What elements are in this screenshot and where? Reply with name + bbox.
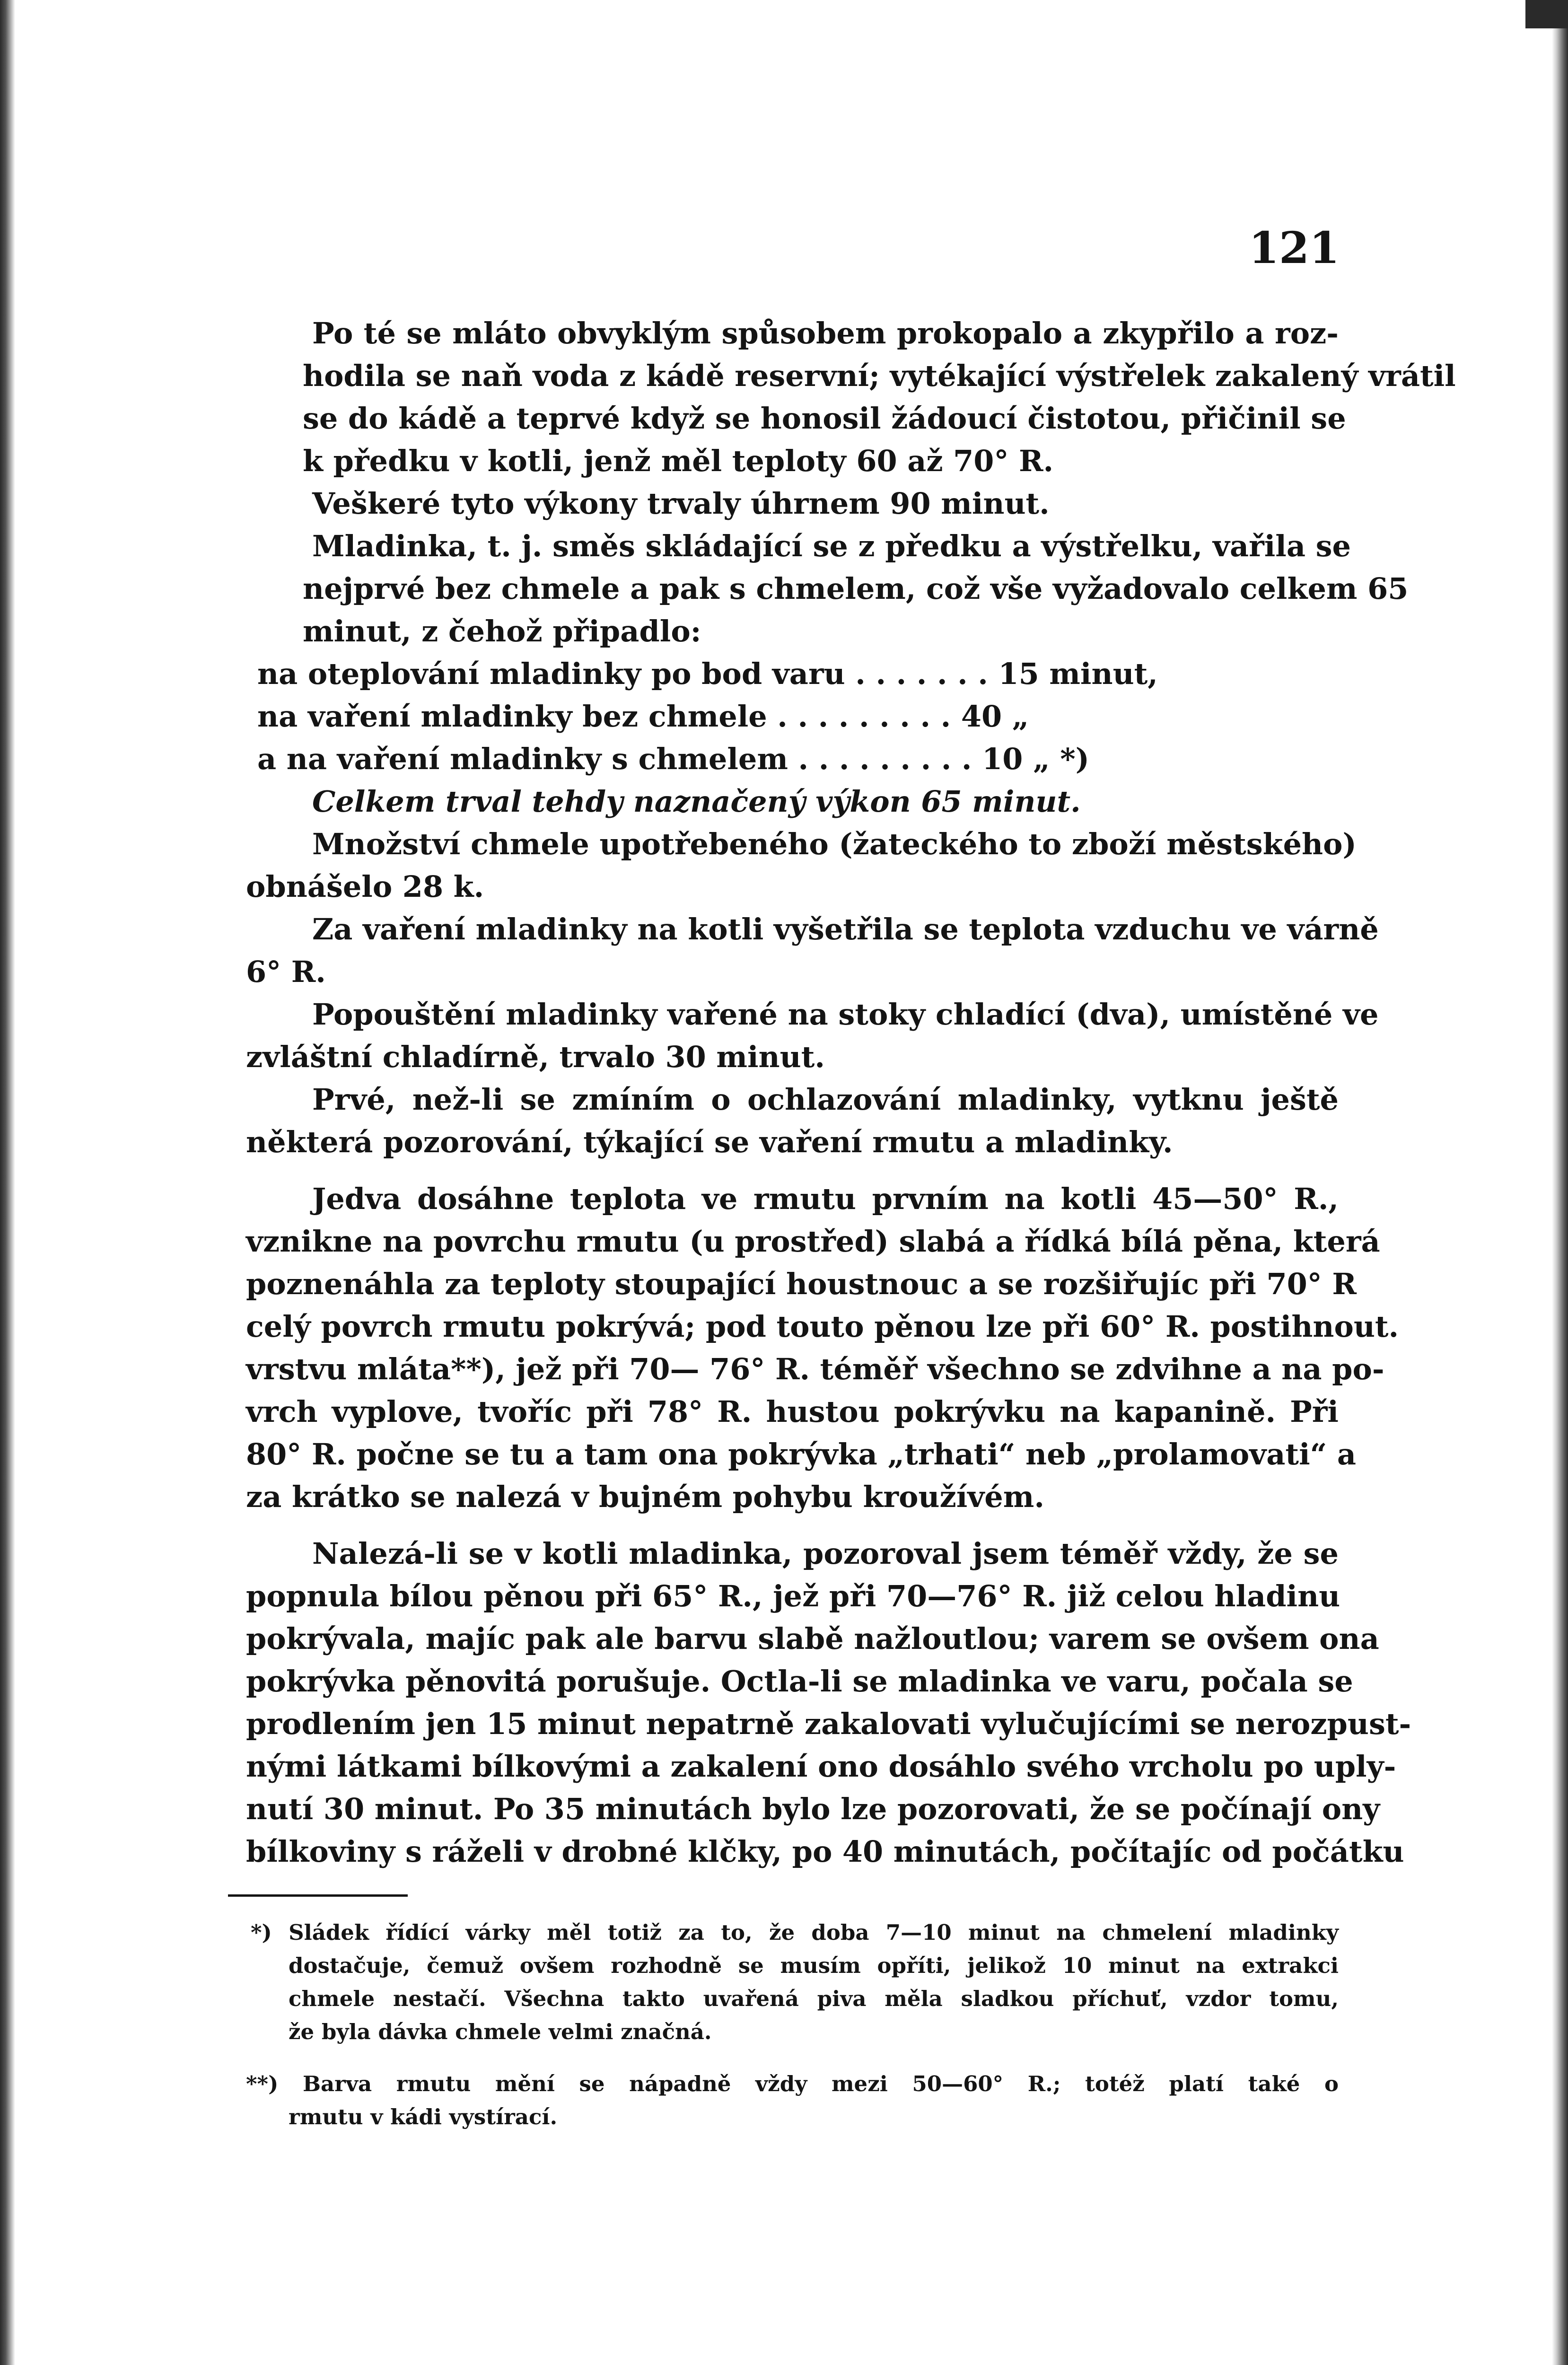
body-line: se do kádě a teprvé když se honosil žádoucí čistotou, přičinil se bbox=[303, 401, 1346, 436]
body-line: Veškeré tyto výkony trvaly úhrnem 90 minut. bbox=[312, 486, 1050, 521]
footnote-line: rmutu v kádi vystírací. bbox=[289, 2104, 558, 2129]
body-line: Za vaření mladinky na kotli vyšetřila se teplota vzduchu ve várně bbox=[312, 912, 1379, 946]
footnote-line: *) Sládek řídící várky měl totiž za to, že doba 7—10 minut na chmelení mladinky bbox=[251, 1920, 1339, 1945]
body-line: Množství chmele upotřebeného (žateckého to zboží městského) bbox=[312, 827, 1357, 861]
body-line: popnula bílou pěnou při 65° R., jež při 70—76° R. již celou hladinu bbox=[246, 1579, 1340, 1613]
body-line: vznikne na povrchu rmutu (u prostřed) slabá a řídká bílá pěna, která bbox=[246, 1224, 1380, 1259]
body-line: hodila se naň voda z kádě reservní; vytékající výstřelek zakalený vrátil bbox=[303, 359, 1456, 393]
body-line: Popouštění mladinky vařené na stoky chladící (dva), umístěné ve bbox=[312, 997, 1379, 1032]
body-line: vrch vyplove, tvoříc při 78° R. hustou pokrývku na kapanině. Při bbox=[246, 1394, 1339, 1429]
scan-right-edge bbox=[1552, 0, 1568, 2365]
body-line: nutí 30 minut. Po 35 minutách bylo lze pozorovati, že se počínají ony bbox=[246, 1792, 1380, 1826]
body-line: Celkem trval tehdy naznačený výkon 65 minut. bbox=[312, 784, 1081, 819]
body-line: obnášelo 28 k. bbox=[246, 869, 484, 904]
body-line: zvláštní chladírně, trvalo 30 minut. bbox=[246, 1040, 825, 1074]
body-line: nejprvé bez chmele a pak s chmelem, což vše vyžadovalo celkem 65 bbox=[303, 571, 1409, 606]
body-line: Prvé, než-li se zmíním o ochlazování mladinky, vytknu ještě bbox=[312, 1082, 1339, 1117]
body-line: 6° R. bbox=[246, 955, 326, 989]
body-line: nými látkami bílkovými a zakalení ono dosáhlo svého vrcholu po uply- bbox=[246, 1749, 1396, 1784]
page-number: 121 bbox=[1249, 222, 1340, 273]
body-line: Mladinka, t. j. směs skládající se z předku a výstřelku, vařila se bbox=[312, 529, 1351, 563]
body-line: některá pozorování, týkající se vaření rmutu a mladinky. bbox=[246, 1125, 1173, 1159]
footnote-line: dostačuje, čemuž ovšem rozhodně se musím opříti, jelikož 10 minut na extrakci bbox=[289, 1953, 1339, 1978]
body-line: bílkoviny s ráželi v drobné klčky, po 40 minutách, počítajíc od počátku bbox=[246, 1834, 1404, 1869]
scan-left-edge bbox=[0, 0, 15, 2365]
body-line: na oteplování mladinky po bod varu . . . . . . . 15 minut, bbox=[257, 657, 1158, 691]
body-line: a na vaření mladinky s chmelem . . . . . . . . . 10 „ *) bbox=[257, 742, 1089, 776]
scan-corner-shadow bbox=[1525, 0, 1568, 28]
footnote-line: že byla dávka chmele velmi značná. bbox=[289, 2019, 712, 2044]
body-line: poznenáhla za teploty stoupající houstnouc a se rozšiřujíc při 70° R bbox=[246, 1267, 1357, 1301]
body-line: Nalezá-li se v kotli mladinka, pozoroval jsem téměř vždy, že se bbox=[312, 1536, 1339, 1571]
body-line: k předku v kotli, jenž měl teploty 60 až 70° R. bbox=[303, 444, 1054, 478]
body-line: celý povrch rmutu pokrývá; pod touto pěnou lze při 60° R. postihnout. bbox=[246, 1309, 1399, 1344]
body-line: na vaření mladinky bez chmele . . . . . . . . . 40 „ bbox=[257, 699, 1029, 734]
footnote-line: chmele nestačí. Všechna takto uvařená piva měla sladkou příchuť, vzdor tomu, bbox=[289, 1986, 1339, 2011]
body-line: Po té se mláto obvyklým spůsobem prokopalo a zkypřilo a roz- bbox=[312, 316, 1339, 350]
body-line: Jedva dosáhne teplota ve rmutu prvním na kotli 45—50° R., bbox=[312, 1182, 1339, 1216]
body-line: minut, z čehož připadlo: bbox=[303, 614, 701, 648]
footnote-line: **) Barva rmutu mění se nápadně vždy mezi 50—60° R.; totéž platí také o bbox=[246, 2071, 1339, 2096]
body-line: 80° R. počne se tu a tam ona pokrývka „trhati“ neb „prolamovati“ a bbox=[246, 1437, 1357, 1472]
body-line: prodlením jen 15 minut nepatrně zakalovati vylučujícími se nerozpust- bbox=[246, 1707, 1411, 1741]
body-line: vrstvu mláta**), jež při 70— 76° R. téměř všechno se zdvihne a na po- bbox=[246, 1352, 1384, 1386]
body-line: pokrývala, majíc pak ale barvu slabě nažloutlou; varem se ovšem ona bbox=[246, 1621, 1379, 1656]
body-line: pokrývka pěnovitá porušuje. Octla-li se mladinka ve varu, počala se bbox=[246, 1664, 1353, 1699]
body-line: za krátko se nalezá v bujném pohybu kroužívém. bbox=[246, 1480, 1044, 1514]
footnote-separator bbox=[228, 1894, 408, 1897]
